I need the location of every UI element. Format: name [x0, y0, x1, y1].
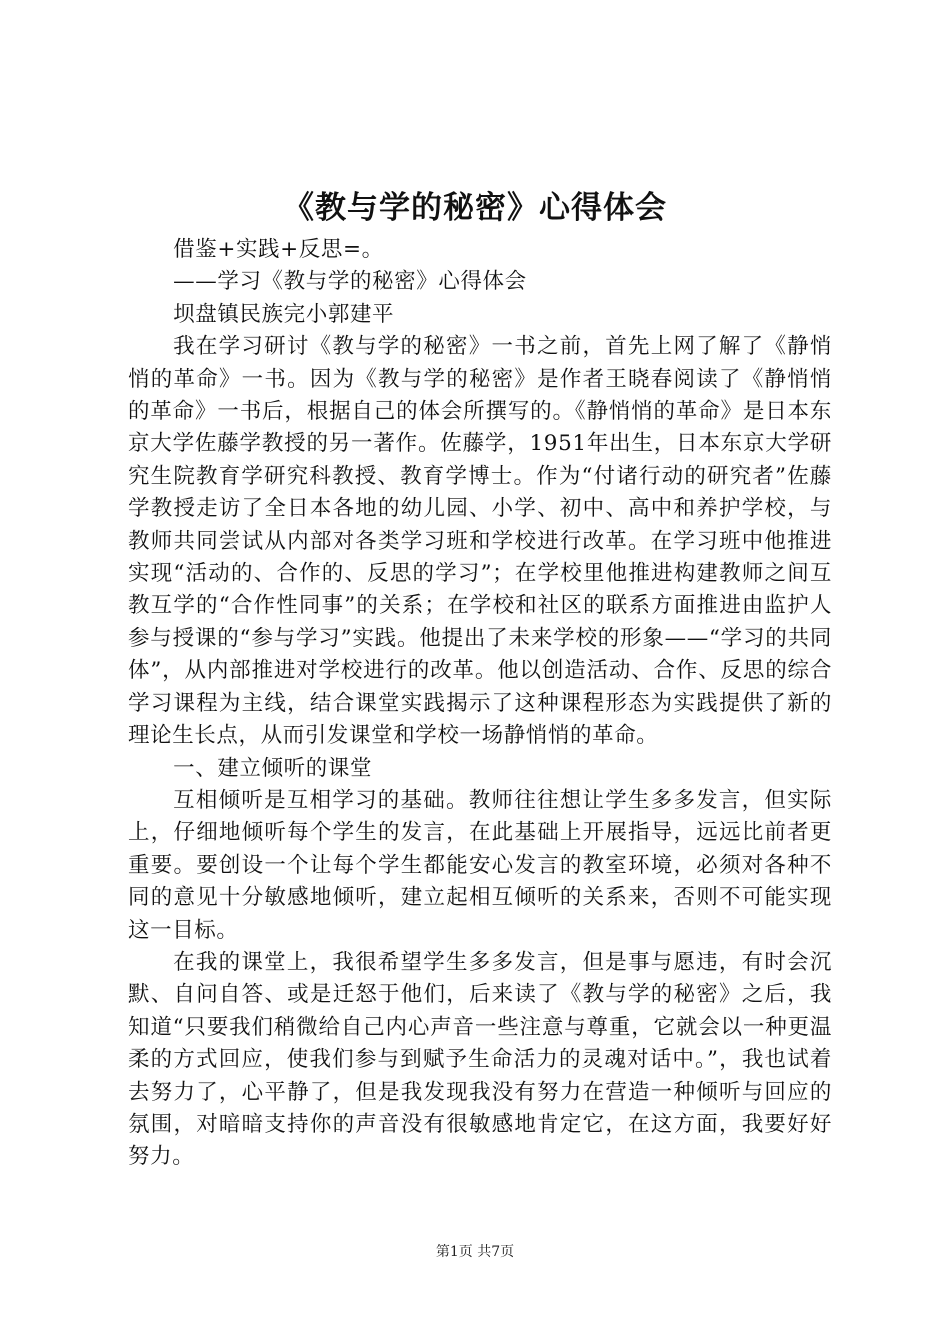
paragraph-reflection: 在我的课堂上，我很希望学生多多发言，但是事与愿违，有时会沉默、自问自答、或是迁怒于他们，后来读了《教与学的秘密》之后，我知道“只要我们稍微给自己内心声音一些注意与尊重，它就会以一种更温柔的方式回应，使我们参与到赋予生命活力的灵魂对话中。”，我也试着去努力了，心平静了，但是我发现我没有努力在营造一种倾听与回应的氛围，对暗暗支持你的声音没有很敏感地肯定它，在这方面，我要好好努力。 — [128, 949, 832, 1170]
document-body — [128, 234, 832, 1174]
document-title: 《教与学的秘密》心得体会 — [283, 190, 667, 226]
formula-line: 借鉴+实践+反思=。 — [173, 237, 384, 262]
page-footer: 第1页 共7页 — [435, 1244, 515, 1260]
paragraph-intro: 我在学习研讨《教与学的秘密》一书之前，首先上网了解了《静悄悄的革命》一书。因为《教与学的秘密》是作者王晓春阅读了《静悄悄的革命》一书后，根据自己的体会所撰写的。《静悄悄的革命》是日本东京大学佐藤学教授的另一著作。佐藤学，1951年出生，日本东京大学研究生院教育学研究科教授、教育学博士。作为“付诸行动的研究者”佐藤学教授走访了全日本各地的幼儿园、小学、初中、高中和养护学校，与教师共同尝试从内部对各类学习班和学校进行改革。在学习班中他推进实现“活动的、合作的、反思的学习”；在学校里他推进构建教师之间互教互学的“合作性同事”的关系；在学校和社区的联系方面推进由监护人参与授课的“参与学习”实践。他提出了未来学校的形象——“学习的共同体”，从内部推进对学校进行的改革。他以创造活动、合作、反思的综合学习课程为主线，结合课堂实践揭示了这种课程形态为实践提供了新的理论生长点，从而引发课堂和学校一场静悄悄的革命。 — [128, 334, 832, 749]
author-line: 坝盘镇民族完小郭建平 — [173, 301, 395, 327]
section-heading-1: 一、建立倾听的课堂 — [173, 755, 373, 781]
subtitle-line: ——学习《教与学的秘密》心得体会 — [173, 269, 527, 295]
paragraph-listening: 互相倾听是互相学习的基础。教师往往想让学生多多发言，但实际上，仔细地倾听每个学生的发言，在此基础上开展指导，远远比前者更重要。要创设一个让每个学生都能安心发言的教室环境，必须对各种不同的意见十分敏感地倾听，建立起相互倾听的关系来，否则不可能实现这一目标。 — [128, 787, 832, 943]
